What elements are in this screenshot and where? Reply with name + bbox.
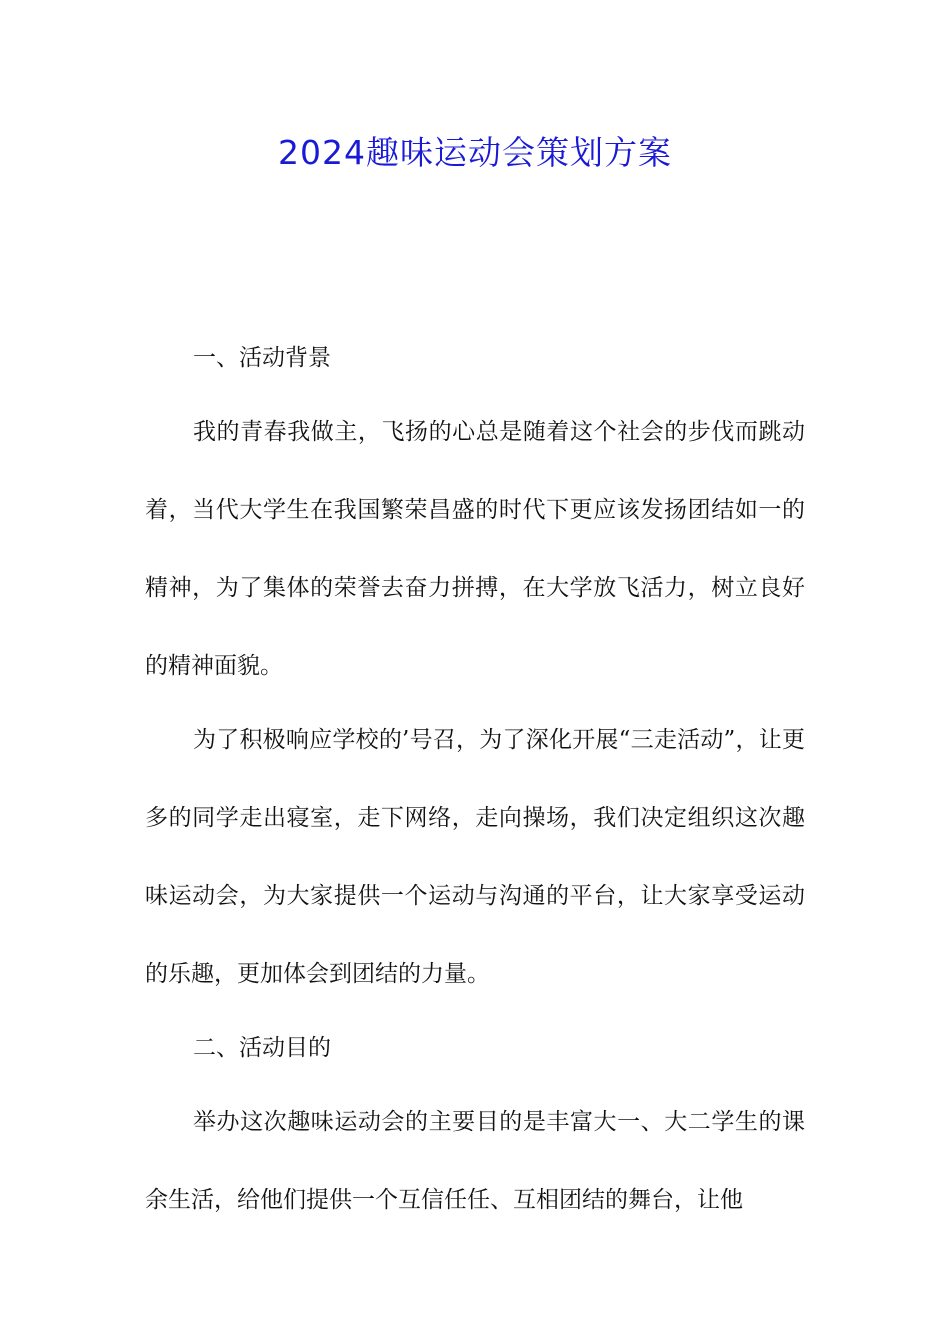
document-title: 2024趣味运动会策划方案 — [278, 133, 672, 172]
paragraph: 我的青春我做主，飞扬的心总是随着这个社会的步伐而跳动着，当代大学生在我国繁荣昌盛的时代下更应该发扬团结如一的精神，为了集体的荣誉去奋力拼搏，在大学放飞活力，树立良好的精神面貌。 — [145, 419, 805, 679]
paragraph: 为了积极响应学校的’号召，为了深化开展“三走活动”，让更多的同学走出寝室，走下网络，走向操场，我们决定组织这次趣味运动会，为大家提供一个运动与沟通的平台，让大家享受运动的乐趣，更加体会到团结的力量。 — [145, 727, 805, 987]
section-heading-background: 一、活动背景 — [193, 345, 331, 371]
paragraph: 举办这次趣味运动会的主要目的是丰富大一、大二学生的课余生活，给他们提供一个互信任任、互相团结的舞台，让他 — [145, 1109, 805, 1213]
document-body — [145, 338, 805, 1254]
section-heading-purpose: 二、活动目的 — [193, 1035, 331, 1061]
